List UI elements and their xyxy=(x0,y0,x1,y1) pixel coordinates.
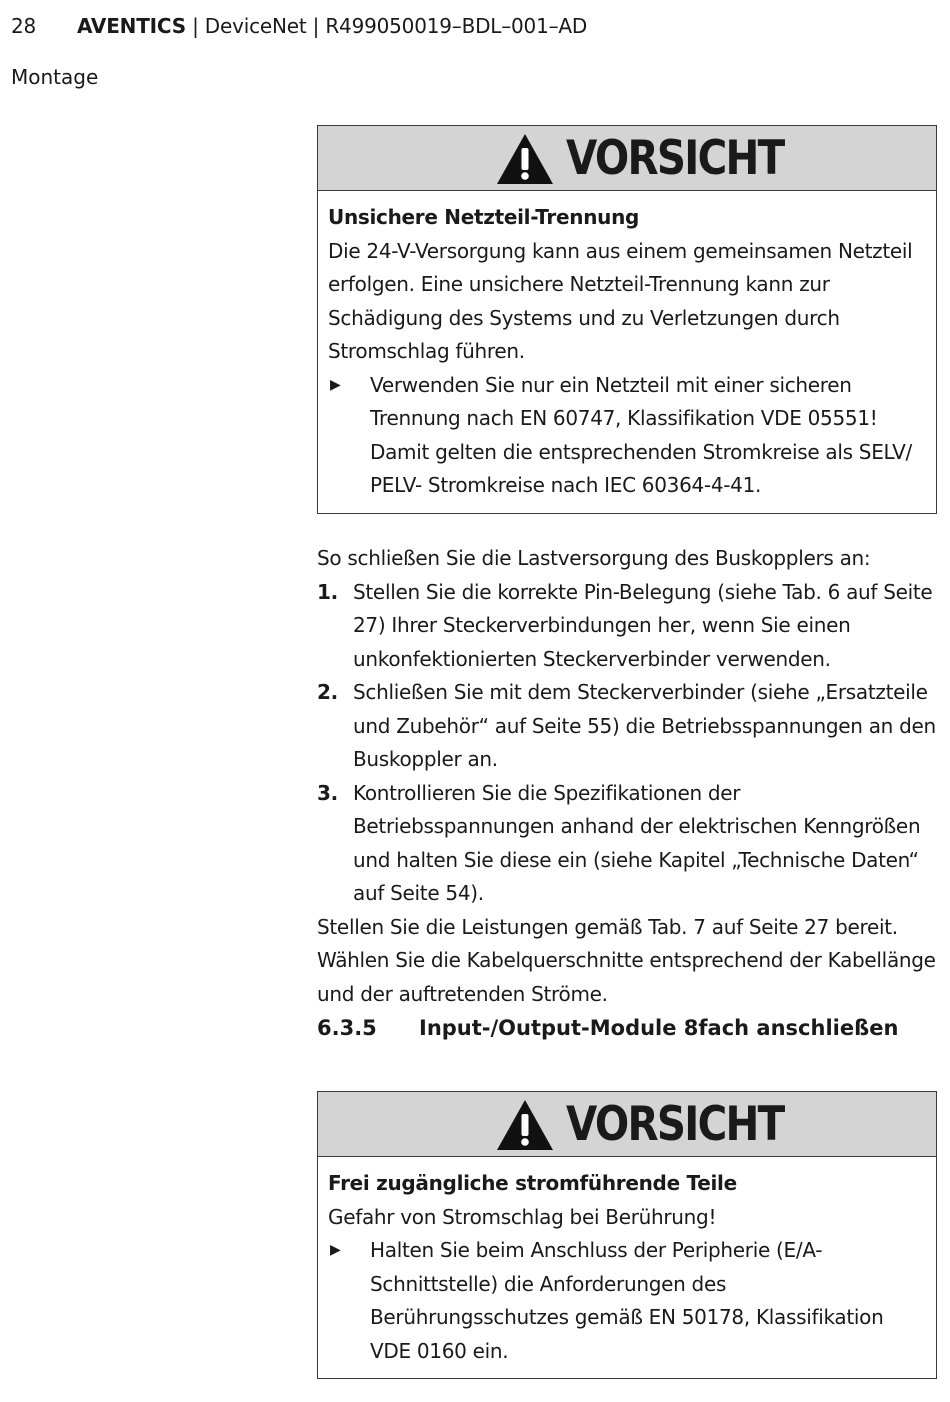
procedure xyxy=(317,542,937,1011)
caution-instruction xyxy=(328,1234,926,1368)
caution-instruction xyxy=(328,369,926,503)
caution-body xyxy=(318,1157,936,1378)
warning-triangle-icon xyxy=(496,1099,554,1151)
step-number: 1. xyxy=(317,579,338,604)
section-title: Input-/Output-Module 8fach anschließen xyxy=(419,1016,899,1040)
caution-instruction-text: Verwenden Sie nur ein Netzteil mit einer sicheren Trennung nach EN 60747, Klassifikation VDE 05551! Damit gelten die entsprechenden Stromkreise als SELV/ PELV- Stromkreise nach IEC 60364-4-41. xyxy=(370,372,912,497)
page-header xyxy=(11,13,587,39)
procedure-step xyxy=(317,676,937,777)
caution-text: Gefahr von Stromschlag bei Berührung! xyxy=(328,1204,717,1229)
caution-instruction-text: Halten Sie beim Anschluss der Peripherie (E/A-Schnittstelle) die Anforderungen des Berührungsschutzes gemäß EN 50178, Klassifikation VDE 0160 ein. xyxy=(370,1238,884,1363)
caution-title: VORSICHT xyxy=(565,130,784,186)
section-heading xyxy=(317,1012,898,1044)
warning-triangle-icon xyxy=(496,133,554,185)
procedure-step xyxy=(317,777,937,911)
caution-body xyxy=(318,191,936,513)
page-number: 28 xyxy=(11,14,37,38)
document-info: | DeviceNet | R499050019–BDL–001–AD xyxy=(185,14,588,38)
caution-header xyxy=(318,126,936,191)
caution-title: VORSICHT xyxy=(565,1096,784,1152)
caution-subtitle: Frei zugängliche stromführende Teile xyxy=(328,1171,737,1195)
procedure-followup: Stellen Sie die Leistungen gemäß Tab. 7 auf Seite 27 bereit. Wählen Sie die Kabelquerschnitte entsprechend der Kabellänge und der auftretenden Ströme. xyxy=(317,914,936,1006)
step-text: Kontrollieren Sie die Spezifikationen der Betriebsspannungen anhand der elektrischen Kenngrößen und halten Sie diese ein (siehe Kapitel „Technische Daten“ auf Seite 54). xyxy=(353,780,921,905)
step-number: 2. xyxy=(317,680,338,704)
procedure-step xyxy=(317,576,937,677)
triangle-bullet-icon: ▶ xyxy=(330,376,341,393)
step-text: Stellen Sie die korrekte Pin-Belegung (siehe Tab. 6 auf Seite 27) Ihrer Steckerverbindungen her, wenn Sie einen unkonfektionierten Steckerverbinder verwenden. xyxy=(353,579,933,671)
caution-text: Die 24-V-Versorgung kann aus einem gemeinsamen Netzteil erfolgen. Eine unsichere Netzteil-Trennung kann zur Schädigung des Systems und zu Verletzungen durch Stromschlag führen. xyxy=(328,238,913,363)
section-number: 6.3.5 xyxy=(317,1016,377,1040)
brand-name: AVENTICS xyxy=(77,14,186,38)
caution-header xyxy=(318,1092,936,1157)
step-number: 3. xyxy=(317,780,338,805)
caution-subtitle: Unsichere Netzteil-Trennung xyxy=(328,205,640,229)
caution-box-power-supply xyxy=(317,125,937,514)
triangle-bullet-icon: ▶ xyxy=(330,1242,341,1258)
caution-box-live-parts xyxy=(317,1091,937,1379)
procedure-intro: So schließen Sie die Lastversorgung des Buskopplers an: xyxy=(317,546,871,570)
step-text: Schließen Sie mit dem Steckerverbinder (siehe „Ersatzteile und Zubehör“ auf Seite 55) die Betriebsspannungen an den Buskoppler an. xyxy=(353,680,936,771)
section-label: Montage xyxy=(11,65,99,89)
